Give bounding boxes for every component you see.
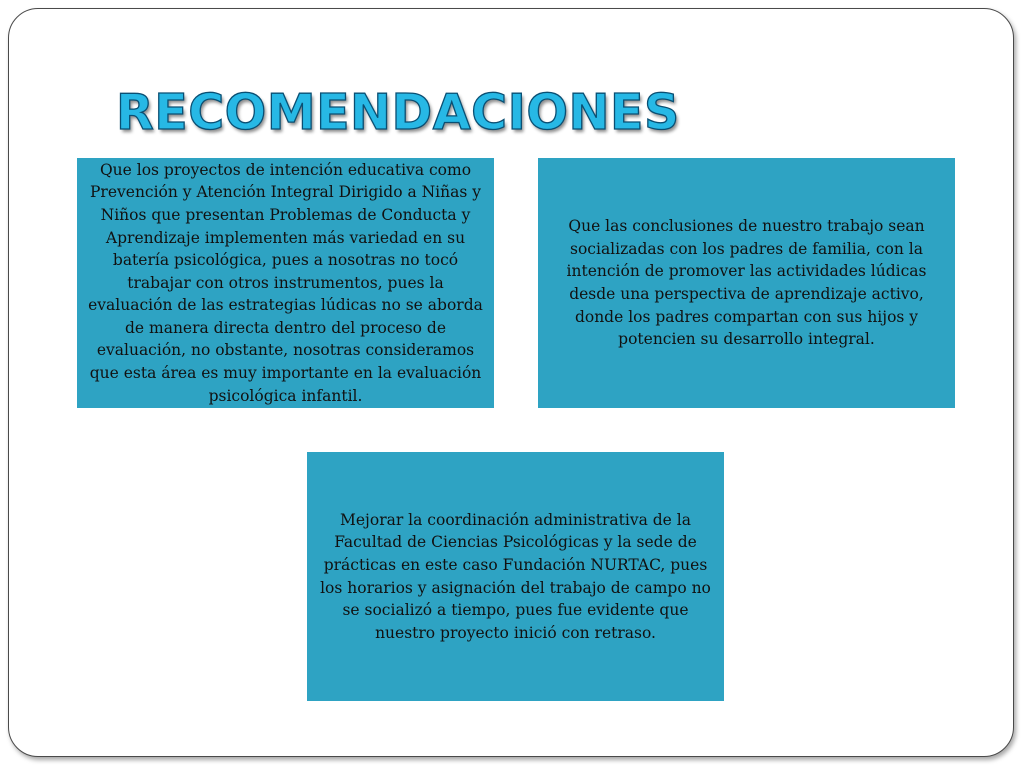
recommendation-box-1 xyxy=(77,158,494,408)
slide-title: RECOMENDACIONES xyxy=(116,84,680,141)
recommendation-box-3 xyxy=(307,452,724,701)
recommendation-text-1: Que los proyectos de intención educativa como Prevención y Atención Integral Dirigido a Niñas y Niños que presentan Problemas de Conducta y Aprendizaje implementen más variedad en su batería psicológica, pues a nosotras no tocó trabajar con otros instrumentos, pues la evaluación de las estrategias lúdicas no se aborda de manera directa dentro del proceso de evaluación, no obstante, nosotras consideramos que esta área es muy importante en la evaluación psicológica infantil. xyxy=(88,160,483,405)
recommendation-text-2: Que las conclusiones de nuestro trabajo sean socializadas con los padres de familia, con la intención de promover las actividades lúdicas desde una perspectiva de aprendizaje activo, donde los padres compartan con sus hijos y potencien su desarrollo integral. xyxy=(566,217,927,349)
recommendation-text-3: Mejorar la coordinación administrativa de la Facultad de Ciencias Psicológicas y la sede de prácticas en este caso Fundación NURTAC, pues los horarios y asignación del trabajo de campo no se socializó a tiempo, pues fue evidente que nuestro proyecto inició con retraso. xyxy=(320,510,711,642)
recommendation-box-2 xyxy=(538,158,955,408)
